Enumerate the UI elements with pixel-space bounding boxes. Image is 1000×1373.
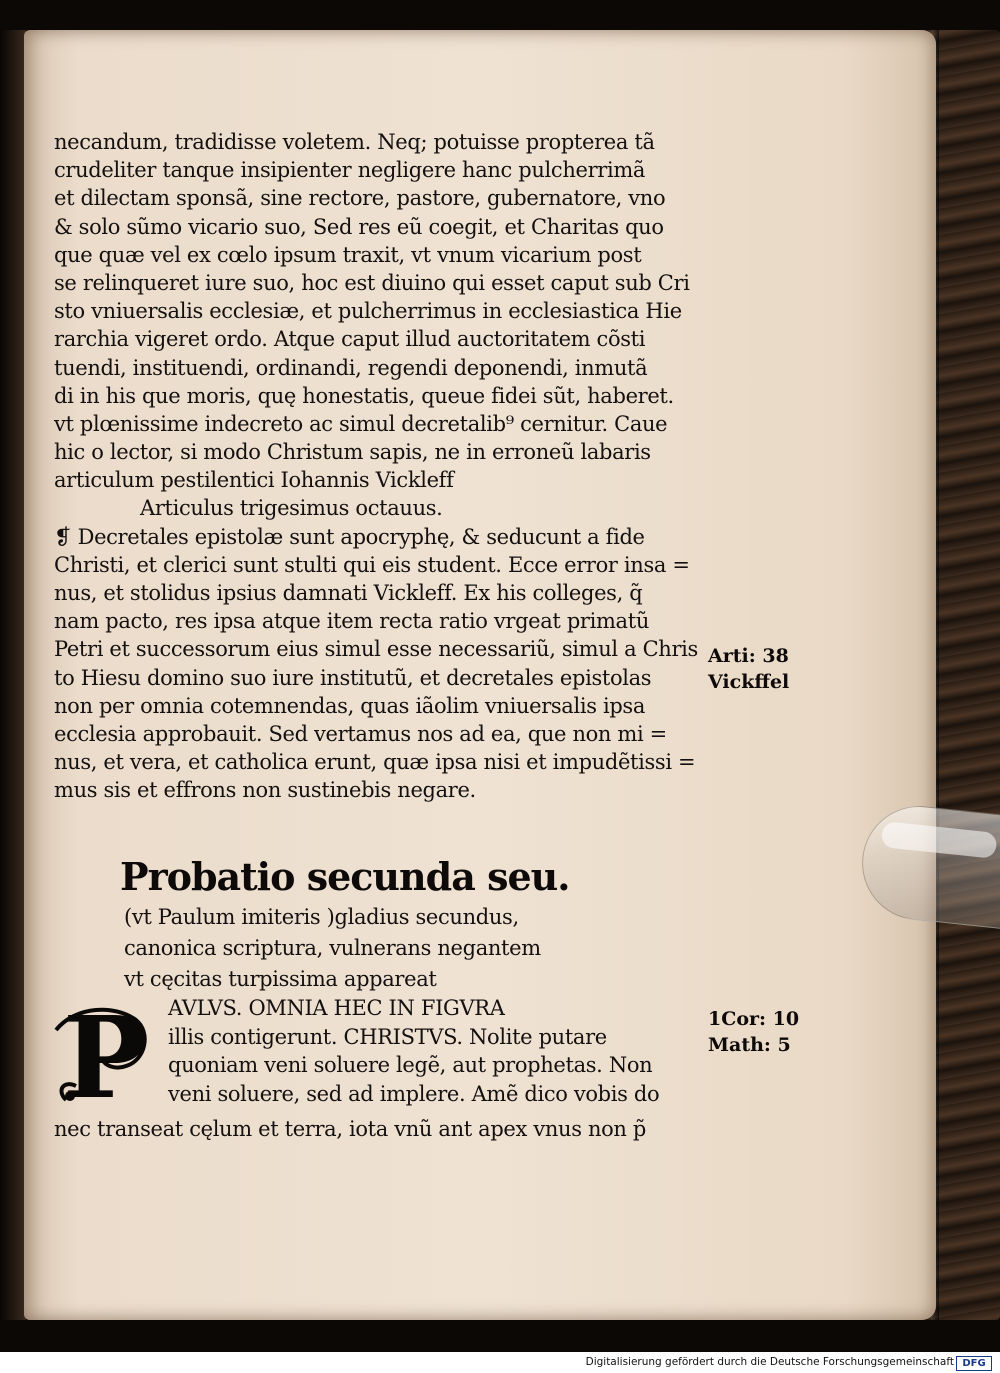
text-line: non per omnia cotemnendas, quas iãolim vniuersalis ipsa xyxy=(54,693,646,718)
dfg-logo: DFG xyxy=(956,1356,992,1371)
paragraph-two xyxy=(168,994,708,1108)
text-line: nec transeat cęlum et terra, iota vnũ ant apex vnus non p̃ xyxy=(54,1117,647,1141)
margin-note-line: Math: 5 xyxy=(708,1034,791,1056)
text-line: articulum pestilentici Iohannis Vickleff xyxy=(54,468,454,493)
text-line: AVLVS. OMNIA HEC IN FIGVRA xyxy=(168,996,505,1020)
text-line: mus sis et effrons non sustinebis negare. xyxy=(54,778,476,803)
margin-note-line: Arti: 38 xyxy=(708,645,789,667)
footer-bar xyxy=(0,1352,1000,1373)
footer-credit: Digitalisierung gefördert durch die Deutsche Forschungsgemeinschaft xyxy=(585,1356,954,1368)
margin-note-line: Vickffel xyxy=(708,671,790,693)
text-line: nam pacto, res ipsa atque item recta ratio vrgeat primatũ xyxy=(54,609,649,634)
text-line: nus, et vera, et catholica erunt, quæ ipsa nisi et impudẽtissi = xyxy=(54,750,696,775)
paragraph-two-last xyxy=(54,1115,714,1144)
text-line: veni soluere, sed ad implere. Amẽ dico vobis do xyxy=(168,1081,660,1106)
text-line: nus, et stolidus ipsius damnati Vickleff. Ex his colleges, q̃ xyxy=(54,581,643,605)
text-line: crudeliter tanque insipienter negligere hanc pulcherrimã xyxy=(54,158,646,183)
text-line: que quæ vel ex cœlo ipsum traxit, vt vnum vicarium post xyxy=(54,242,642,267)
subtitle-line: vt cęcitas turpissima appareat xyxy=(124,967,437,991)
text-line: ❡ Decretales epistolæ sunt apocryphę, & seducunt a fide xyxy=(54,523,704,551)
text-line: necandum, tradidisse voletem. Neq; potuisse propterea tã xyxy=(54,130,655,154)
text-line: vt plœnissime indecreto ac simul decretalib⁹ cernitur. Caue xyxy=(54,411,668,436)
text-line: Petri et successorum eius simul esse necessariũ, simul a Chris xyxy=(54,637,698,662)
text-line: Christi, et clerici sunt stulti qui eis student. Ecce error insa = xyxy=(54,552,690,577)
subtitle-line: canonica scriptura, vulnerans negantem xyxy=(124,936,541,960)
text-line: et dilectam sponsã, sine rectore, pastore, gubernatore, vno xyxy=(54,186,666,211)
text-line: sto vniuersalis ecclesiæ, et pulcherrimus in ecclesiastica Hie xyxy=(54,299,682,324)
section-subtitle xyxy=(124,902,684,995)
margin-note-scripture xyxy=(708,1006,799,1058)
main-text-block xyxy=(54,128,704,805)
initial-letter: P xyxy=(62,993,148,1124)
text-line: hic o lector, si modo Christum sapis, ne in erroneũ labaris xyxy=(54,440,651,465)
margin-note-line: 1Cor: 10 xyxy=(708,1008,800,1030)
section-heading: Probatio secunda seu. xyxy=(120,854,570,899)
text-line: tuendi, instituendi, ordinandi, regendi deponendi, inmutã xyxy=(54,355,648,380)
text-line: rarchia vigeret ordo. Atque caput illud auctoritatem cõsti xyxy=(54,327,646,352)
text-line: se relinqueret iure suo, hoc est diuino qui esset caput sub Cri xyxy=(54,270,690,295)
text-line: to Hiesu domino suo iure institutũ, et decretales epistolas xyxy=(54,665,652,690)
text-line: di in his que moris, quę honestatis, queue fidei sũt, haberet. xyxy=(54,383,674,408)
article-heading: Articulus trigesimus octauus. xyxy=(140,496,443,521)
subtitle-line: (vt Paulum imiteris )gladius secundus, xyxy=(124,905,519,929)
text-line: quoniam veni soluere legẽ, aut prophetas. Non xyxy=(168,1053,653,1077)
text-line: & solo sũmo vicario suo, Sed res eũ coegit, et Charitas quo xyxy=(54,214,664,239)
text-line: ecclesia approbauit. Sed vertamus nos ad ea, que non mi = xyxy=(54,721,667,746)
text-line: illis contigerunt. CHRISTVS. Nolite putare xyxy=(168,1024,607,1049)
decorated-initial xyxy=(46,993,164,1124)
page-gutter xyxy=(0,30,26,1320)
margin-note-article xyxy=(708,643,789,695)
